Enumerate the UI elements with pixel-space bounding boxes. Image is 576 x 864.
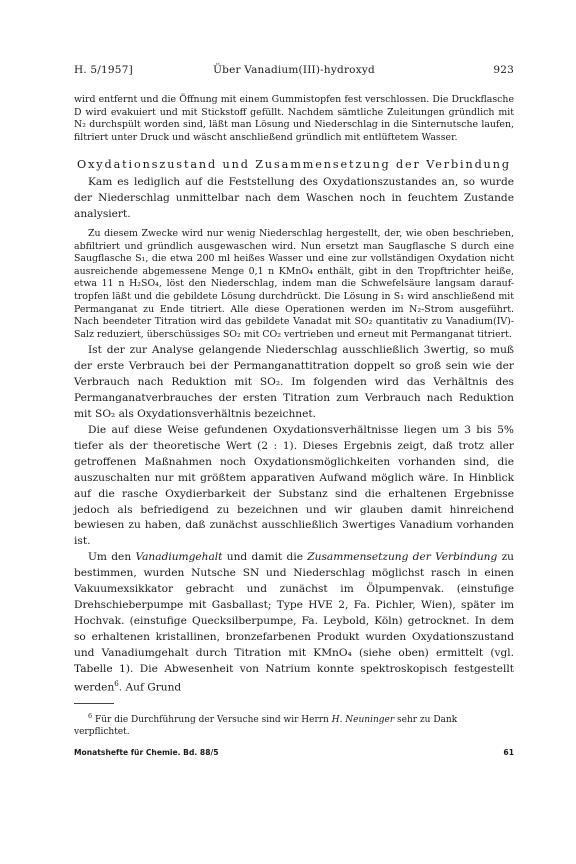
page	[74, 64, 514, 757]
footnote-reference: 6	[114, 680, 119, 689]
sheet-number: 61	[503, 747, 514, 757]
header-title: Über Vanadium(III)-hydroxyd	[213, 64, 375, 76]
para4-italic-2: Zusammensetzung der Verbindung	[307, 551, 498, 564]
para4-italic-1: Vanadiumgehalt	[135, 551, 223, 564]
footnote-name: H. Neuninger	[331, 714, 395, 725]
intro-paragraph: wird entfernt und die Öffnung mit einem Gummistopfen fest verschlossen. Die Druckflasche D wird evakuiert und mit Stickstoff gefüllt. Nachdem sämtliche Zuleitungen gründlich mit N₂ durchspült worden sind, läßt man Lösung und Niederschlag in die Sinternutsche laufen, filtriert unter Druck und wäscht anschließend gründlich mit entlüftetem Wasser.	[74, 94, 514, 143]
body-paragraph-3: Die auf diese Weise gefundenen Oxydationsverhältnisse liegen um 3 bis 5% tiefer als der theoretische Wert (2 : 1). Dieses Ergebnis zeigt, daß trotz aller getroffenen Maßnahmen noch Oxydationsmöglichkeiten vorhanden sind, die auszuschalten nur mit größtem apparativen Aufwand möglich wäre. In Hinblick auf die rasche Oxydierbarkeit der Substanz sind die erhaltenen Ergebnisse jedoch als befriedigend zu bezeichnen und wir glauben damit hinreichend bewiesen zu haben, daß zunächst ausschließlich 3wertiges Vanadium vorhanden ist.	[74, 423, 514, 548]
header-issue: H. 5/1957]	[74, 64, 133, 76]
footnote-text-1: Für die Durchführung der Versuche sind wir Herrn	[92, 714, 332, 725]
para4-text-1: Um den	[88, 551, 136, 564]
footnote	[74, 710, 514, 738]
body-paragraph-2: Ist der zur Analyse gelangende Niederschlag ausschließlich 3wertig, so muß der erste Verbrauch bei der Permanganattitration doppelt so groß sein wie der Verbrauch nach Reduktion mit SO₂. Im folgenden wird das Verhältnis des Permanganatverbrauches der ersten Titration zum Verbrauch nach Reduktion mit SO₂ als Oxydationsverhältnis bezeichnet.	[74, 344, 514, 421]
footnote-rule	[74, 703, 114, 704]
footnote-mark: 6	[88, 711, 93, 720]
journal-reference: Monatshefte für Chemie. Bd. 88/5	[74, 747, 219, 757]
header-page-number: 923	[493, 64, 514, 76]
footnote-text-2: sehr zu Dank verpflichtet.	[74, 714, 458, 737]
para4-text-4: . Auf Grund	[118, 682, 182, 694]
page-footer	[74, 748, 514, 757]
body-paragraph-4	[74, 550, 514, 697]
method-paragraph: Zu diesem Zwecke wird nur wenig Niederschlag hergestellt, der, wie oben beschrieben, abfiltriert und gründlich ausgewaschen wird. Nun ersetzt man Saugflasche S durch eine Saugflasche S₁, die etwa 200 ml heißes Wasser und eine zur vollständigen Oxydation nicht ausreichende abgemessene Menge 0,1 n KMnO₄ enthält, gibt in den Tropftrichter heiße, etwa 11 n H₂SO₄, löst den Niederschlag, indem man die Schwefelsäure langsam darauf-tropfen läßt und die gebildete Lösung durchdrückt. Die Lösung in S₁ wird anschließend mit Permanganat zu Ende titriert. Alle diese Operationen werden im N₂-Strom ausgeführt. Nach beendeter Titration wird das gebildete Vanadat mit SO₂ quantitativ zu Vanadium(IV)-Salz reduziert, überschüssiges SO₂ mit CO₂ vertrieben und erneut mit Permanganat titriert.	[74, 228, 514, 340]
para4-text-2: und damit die	[222, 551, 308, 564]
running-header	[74, 64, 514, 76]
para4-text-3: zu bestimmen, wurden Nutsche SN und Niederschlag möglichst rasch in einen Vakuumexsikkator gebracht und zunächst im Ölpumpenvak. (einstufige Drehschieberpumpe mit Gasballast; Type HVE 2, Fa. Pichler, Wien), später im Hochvak. (einstufige Quecksilberpumpe, Fa. Leybold, Köln) getrocknet. In dem so erhaltenen kristallinen, bronzefarbenen Produkt wurden Oxydationszustand und Vanadiumgehalt durch Titration mit KMnO₄ (siehe oben) ermittelt (vgl. Tabelle 1). Die Abwesenheit von Natrium konnte spektroskopisch festgestellt werden	[74, 551, 514, 694]
section-title: Oxydationszustand und Zusammensetzung der Verbindung	[77, 158, 511, 172]
body-paragraph-1: Kam es lediglich auf die Feststellung des Oxydationszustandes an, so wurde der Niederschlag unmittelbar nach dem Waschen noch in feuchtem Zustande analysiert.	[74, 176, 514, 221]
